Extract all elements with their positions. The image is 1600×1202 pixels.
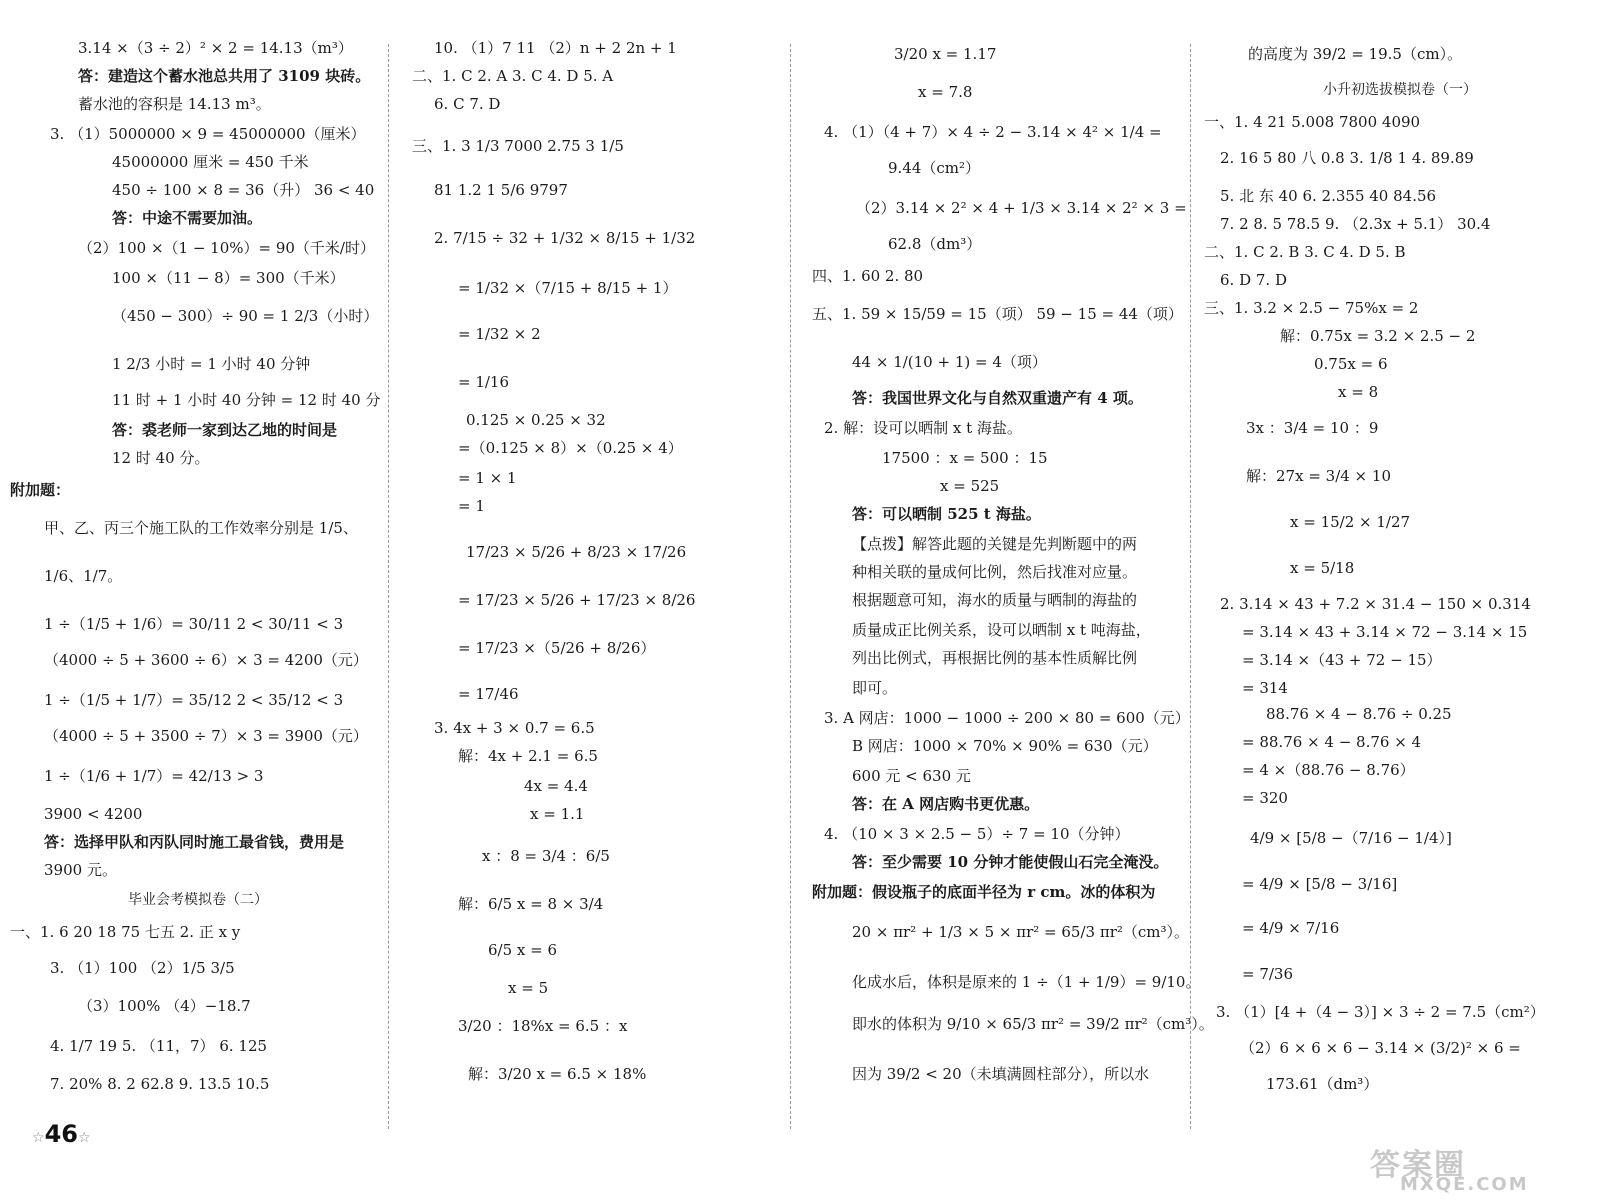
- answer-line: 附加题：假设瓶子的底面半径为 r cm。冰的体积为: [812, 883, 1156, 901]
- answer-line: x = 15/2 × 1/27: [1290, 513, 1411, 531]
- answer-line: 5. 北 东 40 6. 2.355 40 84.56: [1220, 187, 1437, 205]
- answer-line: 2. 解：设可以晒制 x t 海盐。: [824, 419, 1022, 437]
- answer-line: 1 ÷（1/6 + 1/7）= 42/13 > 3: [44, 767, 264, 785]
- answer-line: 9.44（cm²）: [888, 159, 981, 177]
- answer-line: 4. （1）（4 + 7）× 4 ÷ 2 − 3.14 × 4² × 1/4 =: [824, 123, 1162, 141]
- answer-line: 450 ÷ 100 × 8 = 36（升） 36 < 40: [112, 181, 375, 199]
- answer-line: 列出比例式，再根据比例的基本性质解比例: [852, 649, 1138, 667]
- answer-line: 17/23 × 5/26 + 8/23 × 17/26: [466, 543, 687, 561]
- answer-line: 答：选择甲队和丙队同时施工最省钱，费用是: [44, 833, 345, 851]
- answer-line: 根据题意可知，海水的质量与晒制的海盐的: [852, 591, 1138, 609]
- answer-line: 附加题：: [10, 481, 71, 499]
- answer-line: （4000 ÷ 5 + 3500 ÷ 7）× 3 = 3900（元）: [44, 727, 368, 745]
- answer-line: （2）3.14 × 2² × 4 + 1/3 × 3.14 × 2² × 3 =: [856, 199, 1187, 217]
- answer-line: 甲、乙、丙三个施工队的工作效率分别是 1/5、: [44, 519, 358, 537]
- answer-line: x = 525: [940, 477, 1000, 495]
- watermark-logo-text: 答案圈: [1370, 1148, 1466, 1183]
- answer-line: x = 8: [1338, 383, 1379, 401]
- watermark: [1370, 1140, 1580, 1196]
- answer-line: 解：6/5 x = 8 × 3/4: [458, 895, 604, 913]
- answer-line: 3. （1）5000000 × 9 = 45000000（厘米）: [50, 125, 366, 143]
- answer-line: 质量成正比例关系，设可以晒制 x t 吨海盐，: [852, 621, 1151, 639]
- answer-line: = 17/46: [458, 685, 519, 703]
- answer-line: 四、1. 60 2. 80: [812, 267, 924, 285]
- answer-line: 三、1. 3 1/3 7000 2.75 3 1/5: [412, 137, 624, 155]
- answer-line: = 1: [458, 497, 485, 515]
- answer-line: = 17/23 × 5/26 + 17/23 × 8/26: [458, 591, 696, 609]
- page-number-text: 46: [44, 1120, 78, 1148]
- answer-line: 44 × 1/(10 + 1) = 4（项）: [852, 353, 1047, 371]
- answer-line: = 7/36: [1242, 965, 1294, 983]
- answer-line: 0.75x = 6: [1314, 355, 1388, 373]
- answer-line: = 1/16: [458, 373, 510, 391]
- answer-line: 81 1.2 1 5/6 9797: [434, 181, 568, 199]
- answer-line: x = 5: [508, 979, 549, 997]
- answer-line: 【点拨】解答此题的关键是先判断题中的两: [852, 535, 1138, 553]
- answer-line: = 1/32 ×（7/15 + 8/15 + 1）: [458, 279, 678, 297]
- answer-line: 0.125 × 0.25 × 32: [466, 411, 606, 429]
- answer-line: 解：27x = 3/4 × 10: [1246, 467, 1391, 485]
- answer-line: = 88.76 × 4 − 8.76 × 4: [1242, 733, 1422, 751]
- answer-line: 蓄水池的容积是 14.13 m³。: [78, 95, 271, 113]
- answer-line: 因为 39/2 < 20（未填满圆柱部分），所以水: [852, 1065, 1150, 1083]
- answer-line: = 4/9 × [5/8 − 3/16]: [1242, 875, 1398, 893]
- answer-line: （2）6 × 6 × 6 − 3.14 × (3/2)² × 6 =: [1240, 1039, 1521, 1057]
- answer-line: 3900 元。: [44, 861, 117, 879]
- answer-line: 88.76 × 4 − 8.76 ÷ 0.25: [1266, 705, 1452, 723]
- answer-line: 2. 16 5 80 八 0.8 3. 1/8 1 4. 89.89: [1220, 149, 1474, 167]
- answer-line: （450 − 300）÷ 90 = 1 2/3（小时）: [112, 307, 379, 325]
- answer-line: 173.61（dm³）: [1266, 1075, 1379, 1093]
- answer-line: 1 ÷（1/5 + 1/7）= 35/12 2 < 35/12 < 3: [44, 691, 344, 709]
- answer-line: = 1/32 × 2: [458, 325, 541, 343]
- answer-line: 12 时 40 分。: [112, 449, 210, 467]
- answer-line: =（0.125 × 8）×（0.25 × 4）: [458, 439, 683, 457]
- answer-line: 化成水后，体积是原来的 1 ÷（1 + 1/9）= 9/10。: [852, 973, 1201, 991]
- page-number: [32, 1120, 91, 1148]
- answer-line: 五、1. 59 × 15/59 = 15（项） 59 − 15 = 44（项）: [812, 305, 1183, 323]
- answer-line: 1 ÷（1/5 + 1/6）= 30/11 2 < 30/11 < 3: [44, 615, 344, 633]
- answer-line: 解：3/20 x = 6.5 × 18%: [468, 1065, 647, 1083]
- answer-line: 3/20 ：18%x = 6.5 ：x: [458, 1017, 628, 1035]
- answer-line: 答：在 A 网店购书更优惠。: [852, 795, 1040, 813]
- answer-line: 3/20 x = 1.17: [894, 45, 997, 63]
- answer-line: 7. 2 8. 5 78.5 9. （2.3x + 5.1） 30.4: [1220, 215, 1491, 233]
- answer-line: 答：中途不需要加油。: [112, 209, 263, 227]
- answer-line: 3x ：3/4 = 10 ：9: [1246, 419, 1379, 437]
- answer-line: 解：0.75x = 3.2 × 2.5 − 2: [1280, 327, 1476, 345]
- column-divider: [388, 44, 389, 1129]
- answer-line: 即水的体积为 9/10 × 65/3 πr² = 39/2 πr²（cm³）。: [852, 1015, 1214, 1033]
- answer-line: 17500 ：x = 500 ：15: [882, 449, 1048, 467]
- answer-line: 62.8（dm³）: [888, 235, 982, 253]
- answer-line: 20 × πr² + 1/3 × 5 × πr² = 65/3 πr²（cm³）。: [852, 923, 1190, 941]
- answer-line: 4. 1/7 19 5. （11，7） 6. 125: [50, 1037, 268, 1055]
- answer-line: （4000 ÷ 5 + 3600 ÷ 6）× 3 = 4200（元）: [44, 651, 368, 669]
- answer-line: B 网店：1000 × 70% × 90% = 630（元）: [852, 737, 1158, 755]
- answer-line: 答：可以晒制 525 t 海盐。: [852, 505, 1041, 523]
- answer-line: 45000000 厘米 = 450 千米: [112, 153, 309, 171]
- answer-line: 2. 7/15 ÷ 32 + 1/32 × 8/15 + 1/32: [434, 229, 696, 247]
- answer-line: 600 元 < 630 元: [852, 767, 971, 785]
- answer-line: 1 2/3 小时 = 1 小时 40 分钟: [112, 355, 311, 373]
- answer-line: 毕业会考模拟卷（二）: [128, 892, 268, 908]
- answer-line: 一、1. 4 21 5.008 7800 4090: [1204, 113, 1421, 131]
- answer-line: 一、1. 6 20 18 75 七五 2. 正 x y: [10, 923, 241, 941]
- answer-line: 解：4x + 2.1 = 6.5: [458, 747, 598, 765]
- answer-line: 4. （10 × 3 × 2.5 − 5）÷ 7 = 10（分钟）: [824, 825, 1130, 843]
- answer-line: 3. （1）[4 +（4 − 3）] × 3 ÷ 2 = 7.5（cm²）: [1216, 1003, 1545, 1021]
- answer-line: 答：我国世界文化与自然双重遗产有 4 项。: [852, 389, 1143, 407]
- answer-line: 6. C 7. D: [434, 95, 501, 113]
- answer-line: = 4/9 × 7/16: [1242, 919, 1340, 937]
- answer-line: 2. 3.14 × 43 + 7.2 × 31.4 − 150 × 0.314: [1220, 595, 1531, 613]
- answer-line: 答：裘老师一家到达乙地的时间是: [112, 421, 338, 439]
- answer-line: 4x = 4.4: [524, 777, 588, 795]
- star-icon: ☆: [32, 1130, 45, 1146]
- answer-line: 1/6、1/7。: [44, 567, 123, 585]
- answer-line: 6. D 7. D: [1220, 271, 1287, 289]
- answer-line: （2）100 ×（1 − 10%）= 90（千米/时）: [78, 239, 375, 257]
- answer-line: 3. （1）100 （2）1/5 3/5: [50, 959, 235, 977]
- answer-line: 3900 < 4200: [44, 805, 143, 823]
- star-icon: ☆: [77, 1130, 91, 1146]
- answer-line: = 1 × 1: [458, 469, 517, 487]
- answer-line: 7. 20% 8. 2 62.8 9. 13.5 10.5: [50, 1075, 270, 1093]
- answer-line: 种相关联的量成何比例，然后找准对应量。: [852, 563, 1138, 581]
- answer-line: （3）100% （4）−18.7: [78, 997, 251, 1015]
- answer-line: 答：建造这个蓄水池总共用了 3109 块砖。: [78, 67, 371, 85]
- answer-line: 3.14 ×（3 ÷ 2）² × 2 = 14.13（m³）: [78, 39, 353, 57]
- answer-line: 二、1. C 2. A 3. C 4. D 5. A: [412, 67, 614, 85]
- answer-line: x ：8 = 3/4 ：6/5: [482, 847, 610, 865]
- answer-line: 三、1. 3.2 × 2.5 − 75%x = 2: [1204, 299, 1419, 317]
- column-divider: [790, 44, 791, 1129]
- watermark-url: MXQE.COM: [1400, 1174, 1529, 1195]
- column-divider: [1190, 44, 1191, 1129]
- answer-line: = 4 ×（88.76 − 8.76）: [1242, 761, 1415, 779]
- answer-line: 即可。: [852, 679, 898, 697]
- answer-line: x = 5/18: [1290, 559, 1355, 577]
- answer-line: 4/9 × [5/8 −（7/16 − 1/4）]: [1250, 829, 1452, 847]
- answer-line: 二、1. C 2. B 3. C 4. D 5. B: [1204, 243, 1406, 261]
- answer-line: = 314: [1242, 679, 1288, 697]
- answer-line: x = 1.1: [530, 805, 585, 823]
- answer-line: 100 ×（11 − 8）= 300（千米）: [112, 269, 345, 287]
- answer-line: 6/5 x = 6: [488, 941, 558, 959]
- answer-line: = 17/23 ×（5/26 + 8/26）: [458, 639, 656, 657]
- answer-line: 10. （1）7 11 （2）n + 2 2n + 1: [434, 39, 677, 57]
- answer-line: 小升初选拔模拟卷（一）: [1323, 82, 1477, 98]
- answer-line: x = 7.8: [918, 83, 973, 101]
- answer-line: 3. 4x + 3 × 0.7 = 6.5: [434, 719, 595, 737]
- answer-line: 的高度为 39/2 = 19.5（cm）。: [1248, 45, 1463, 63]
- answer-line: 答：至少需要 10 分钟才能使假山石完全淹没。: [852, 853, 1169, 871]
- answer-line: 11 时 + 1 小时 40 分钟 = 12 时 40 分: [112, 391, 381, 409]
- answer-line: 3. A 网店：1000 − 1000 ÷ 200 × 80 = 600（元）: [824, 709, 1190, 727]
- answer-line: = 3.14 × 43 + 3.14 × 72 − 3.14 × 15: [1242, 623, 1528, 641]
- answer-line: = 3.14 ×（43 + 72 − 15）: [1242, 651, 1442, 669]
- answer-line: = 320: [1242, 789, 1288, 807]
